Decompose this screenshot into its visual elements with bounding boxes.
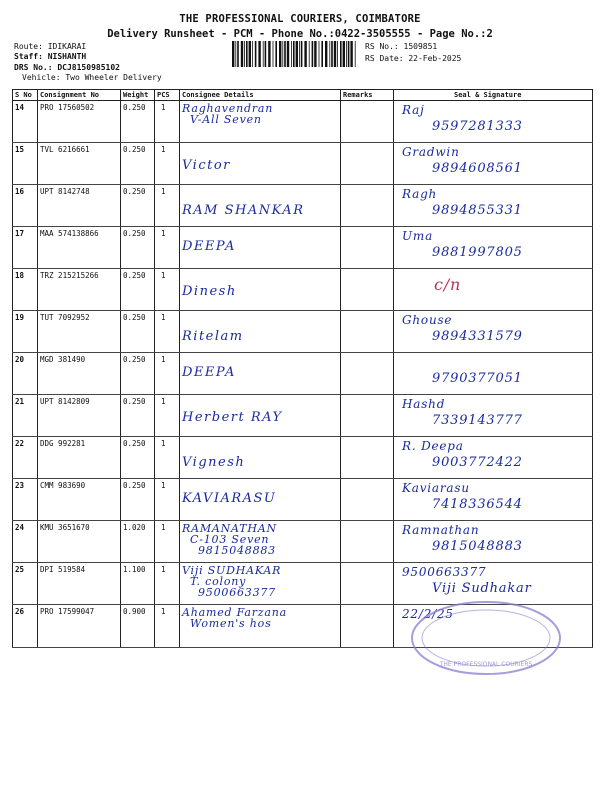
barcode-bar	[301, 41, 303, 67]
barcode-bar	[258, 41, 260, 67]
barcode-bar	[252, 41, 253, 67]
row-weight: 1.020	[121, 521, 155, 563]
row-remarks	[341, 563, 394, 605]
row-consignment: TVL 6216661	[38, 143, 121, 185]
row-remarks	[341, 185, 394, 227]
barcode-bar	[284, 41, 286, 67]
route-label: Route: IDIKARAI	[14, 42, 87, 51]
consignee-address: T. colony	[190, 575, 247, 588]
barcode-bar	[235, 41, 236, 67]
courier-stamp	[398, 588, 568, 683]
row-signature	[394, 311, 593, 353]
row-consignee	[180, 521, 341, 563]
row-consignee	[180, 185, 341, 227]
row-consignment: UPT 8142809	[38, 395, 121, 437]
col-sno: S No	[13, 90, 38, 101]
signature-phone: 9894331579	[432, 329, 523, 344]
row-weight: 0.250	[121, 101, 155, 143]
row-consignment: TUT 7092952	[38, 311, 121, 353]
signature-phone: 9894608561	[432, 161, 523, 176]
rs-number: RS No.: 1509851	[365, 42, 438, 51]
col-pcs: PCS	[155, 90, 180, 101]
row-sno: 18	[13, 269, 38, 311]
row-consignment: PRO 17599047	[38, 605, 121, 648]
table-row	[13, 227, 593, 269]
consignee-name: DEEPA	[182, 239, 236, 254]
signature: Kaviarasu	[402, 481, 470, 495]
company-name: THE PROFESSIONAL COURIERS, COIMBATORE	[179, 13, 421, 25]
row-consignee	[180, 437, 341, 479]
row-remarks	[341, 437, 394, 479]
row-remarks	[341, 605, 394, 648]
table-header-row	[13, 90, 593, 101]
signature: Ramnathan	[402, 523, 480, 537]
signature: Uma	[402, 229, 434, 243]
row-pcs: 1	[155, 311, 180, 353]
row-signature	[394, 395, 593, 437]
signature: Raj	[402, 103, 425, 117]
barcode-bar	[268, 41, 270, 67]
row-consignee	[180, 563, 341, 605]
barcode-bar	[249, 41, 251, 67]
row-pcs: 1	[155, 185, 180, 227]
consignee-name: Viji SUDHAKAR	[182, 564, 282, 577]
row-consignee	[180, 311, 341, 353]
consignee-address: V-All Seven	[190, 113, 262, 126]
table-row	[13, 395, 593, 437]
staff-label: Staff: NISHANTH	[14, 52, 87, 61]
signature-phone: 7418336544	[432, 497, 523, 512]
barcode-bar	[304, 41, 306, 67]
row-sno: 26	[13, 605, 38, 648]
row-remarks	[341, 269, 394, 311]
row-consignment: UPT 8142748	[38, 185, 121, 227]
row-signature	[394, 227, 593, 269]
row-consignment: KMU 3651670	[38, 521, 121, 563]
row-consignee	[180, 227, 341, 269]
barcode-bar	[329, 41, 330, 67]
barcode-bar	[232, 41, 234, 67]
table-row	[13, 101, 593, 143]
barcode-bar	[299, 41, 300, 67]
consignee-name: Ahamed Farzana	[182, 606, 287, 619]
barcode-bar	[246, 41, 248, 67]
barcode-bar	[273, 41, 274, 67]
row-sno: 22	[13, 437, 38, 479]
row-pcs: 1	[155, 353, 180, 395]
row-consignee	[180, 395, 341, 437]
signature: 22/2/25	[402, 607, 454, 621]
row-consignment: MGD 381490	[38, 353, 121, 395]
consignee-name: Vignesh	[182, 455, 246, 470]
row-weight: 0.250	[121, 143, 155, 185]
row-pcs: 1	[155, 437, 180, 479]
barcode-bar	[340, 41, 342, 67]
row-weight: 1.100	[121, 563, 155, 605]
row-sno: 25	[13, 563, 38, 605]
col-remarks: Remarks	[341, 90, 394, 101]
barcode-bar	[244, 41, 245, 67]
barcode-bar	[350, 41, 352, 67]
signature: Ghouse	[402, 313, 453, 327]
barcode-bar	[282, 41, 283, 67]
row-weight: 0.250	[121, 269, 155, 311]
table-row	[13, 479, 593, 521]
row-pcs: 1	[155, 143, 180, 185]
barcode-bar	[263, 41, 264, 67]
signature: 9500663377	[402, 565, 487, 579]
row-signature	[394, 185, 593, 227]
row-sno: 21	[13, 395, 38, 437]
signature-phone: 9894855331	[432, 203, 523, 218]
table-row	[13, 143, 593, 185]
vehicle-label: Vehicle: Two Wheeler Delivery	[22, 73, 162, 82]
table-row	[13, 185, 593, 227]
row-pcs: 1	[155, 101, 180, 143]
consignee-name: DEEPA	[182, 365, 236, 380]
table-row	[13, 269, 593, 311]
consignee-address: 9500663377	[198, 586, 276, 599]
barcode-bar	[346, 41, 347, 67]
barcode-bar	[348, 41, 350, 67]
drs-number: DRS No.: DCJ8150985102	[14, 63, 120, 72]
barcode-bar	[275, 41, 277, 67]
rs-date: RS Date: 22-Feb-2025	[365, 54, 462, 63]
signature-phone: 9815048883	[432, 539, 523, 554]
signature: Ragh	[402, 187, 438, 201]
row-pcs: 1	[155, 395, 180, 437]
row-sno: 23	[13, 479, 38, 521]
row-pcs: 1	[155, 605, 180, 648]
row-weight: 0.900	[121, 605, 155, 648]
row-weight: 0.250	[121, 311, 155, 353]
table-row	[13, 437, 593, 479]
row-consignment: DDG 992281	[38, 437, 121, 479]
row-weight: 0.250	[121, 437, 155, 479]
consignee-name: Raghavendran	[182, 102, 274, 115]
consignee-name: RAMANATHAN	[182, 522, 277, 535]
barcode	[232, 41, 356, 67]
col-consignee: Consignee Details	[180, 90, 341, 101]
row-sno: 20	[13, 353, 38, 395]
row-consignee	[180, 353, 341, 395]
table-row	[13, 311, 593, 353]
col-seal: Seal & Signature	[394, 90, 593, 101]
barcode-bar	[321, 41, 323, 67]
row-weight: 0.250	[121, 479, 155, 521]
signature-phone: 9881997805	[432, 245, 523, 260]
barcode-bar	[309, 41, 310, 67]
stamp-text: THE PROFESSIONAL COURIERS	[439, 661, 533, 668]
signature-phone: 9597281333	[432, 119, 523, 134]
row-remarks	[341, 479, 394, 521]
signature: Hashd	[402, 397, 446, 411]
row-pcs: 1	[155, 227, 180, 269]
barcode-bar	[279, 41, 281, 67]
row-signature	[394, 143, 593, 185]
signature: c/n	[434, 275, 462, 294]
row-remarks	[341, 395, 394, 437]
barcode-bar	[319, 41, 320, 67]
row-weight: 0.250	[121, 185, 155, 227]
table-row	[13, 521, 593, 563]
barcode-bar	[255, 41, 257, 67]
barcode-bar	[343, 41, 345, 67]
row-remarks	[341, 227, 394, 269]
signature: R. Deepa	[402, 439, 464, 453]
table-row	[13, 353, 593, 395]
barcode-bar	[355, 41, 356, 67]
row-remarks	[341, 353, 394, 395]
delivery-table	[12, 89, 593, 648]
barcode-bar	[291, 41, 292, 67]
row-signature	[394, 437, 593, 479]
barcode-bar	[312, 41, 314, 67]
col-weight: Weight	[121, 90, 155, 101]
row-sno: 19	[13, 311, 38, 353]
row-consignment: DPI 519584	[38, 563, 121, 605]
row-sno: 16	[13, 185, 38, 227]
row-sno: 15	[13, 143, 38, 185]
consignee-name: Herbert RAY	[182, 410, 283, 425]
consignee-address: Women's hos	[190, 617, 272, 630]
barcode-bar	[287, 41, 289, 67]
row-consignee	[180, 605, 341, 648]
row-pcs: 1	[155, 563, 180, 605]
row-remarks	[341, 311, 394, 353]
signature-phone: 7339143777	[432, 413, 523, 428]
barcode-bar	[314, 41, 316, 67]
row-pcs: 1	[155, 479, 180, 521]
row-weight: 0.250	[121, 227, 155, 269]
row-consignment: TRZ 215215266	[38, 269, 121, 311]
barcode-bar	[241, 41, 243, 67]
consignee-name: Dinesh	[182, 284, 237, 299]
row-remarks	[341, 101, 394, 143]
col-consignment: Consignment No	[38, 90, 121, 101]
consignee-name: RAM SHANKAR	[182, 203, 305, 218]
signature-phone: 9003772422	[432, 455, 523, 470]
row-signature	[394, 521, 593, 563]
barcode-bar	[293, 41, 295, 67]
row-remarks	[341, 143, 394, 185]
consignee-name: Ritelam	[182, 329, 244, 344]
row-signature	[394, 479, 593, 521]
row-consignment: PRO 17560502	[38, 101, 121, 143]
row-weight: 0.250	[121, 395, 155, 437]
consignee-name: KAVIARASU	[182, 491, 277, 506]
row-sno: 17	[13, 227, 38, 269]
row-weight: 0.250	[121, 353, 155, 395]
consignee-name: Victor	[182, 158, 231, 173]
barcode-bar	[337, 41, 338, 67]
runsheet-title: Delivery Runsheet - PCM - Phone No.:0422-3505555 - Page No.:2	[107, 28, 493, 40]
barcode-bar	[325, 41, 327, 67]
barcode-bar	[265, 41, 267, 67]
consignee-address: C-103 Seven	[190, 533, 270, 546]
signature-phone: Viji Sudhakar	[432, 581, 532, 596]
row-remarks	[341, 521, 394, 563]
barcode-bar	[296, 41, 298, 67]
consignee-address: 9815048883	[198, 544, 276, 557]
row-signature	[394, 101, 593, 143]
row-sno: 14	[13, 101, 38, 143]
row-pcs: 1	[155, 269, 180, 311]
row-consignee	[180, 101, 341, 143]
row-consignment: MAA 574138866	[38, 227, 121, 269]
barcode-bar	[334, 41, 336, 67]
row-consignment: CMM 983690	[38, 479, 121, 521]
row-signature	[394, 269, 593, 311]
row-consignee	[180, 269, 341, 311]
row-consignee	[180, 143, 341, 185]
row-sno: 24	[13, 521, 38, 563]
row-consignee	[180, 479, 341, 521]
row-signature	[394, 353, 593, 395]
signature: Gradwin	[402, 145, 460, 159]
signature-phone: 9790377051	[432, 371, 523, 386]
barcode-bar	[331, 41, 333, 67]
barcode-bar	[237, 41, 239, 67]
row-pcs: 1	[155, 521, 180, 563]
